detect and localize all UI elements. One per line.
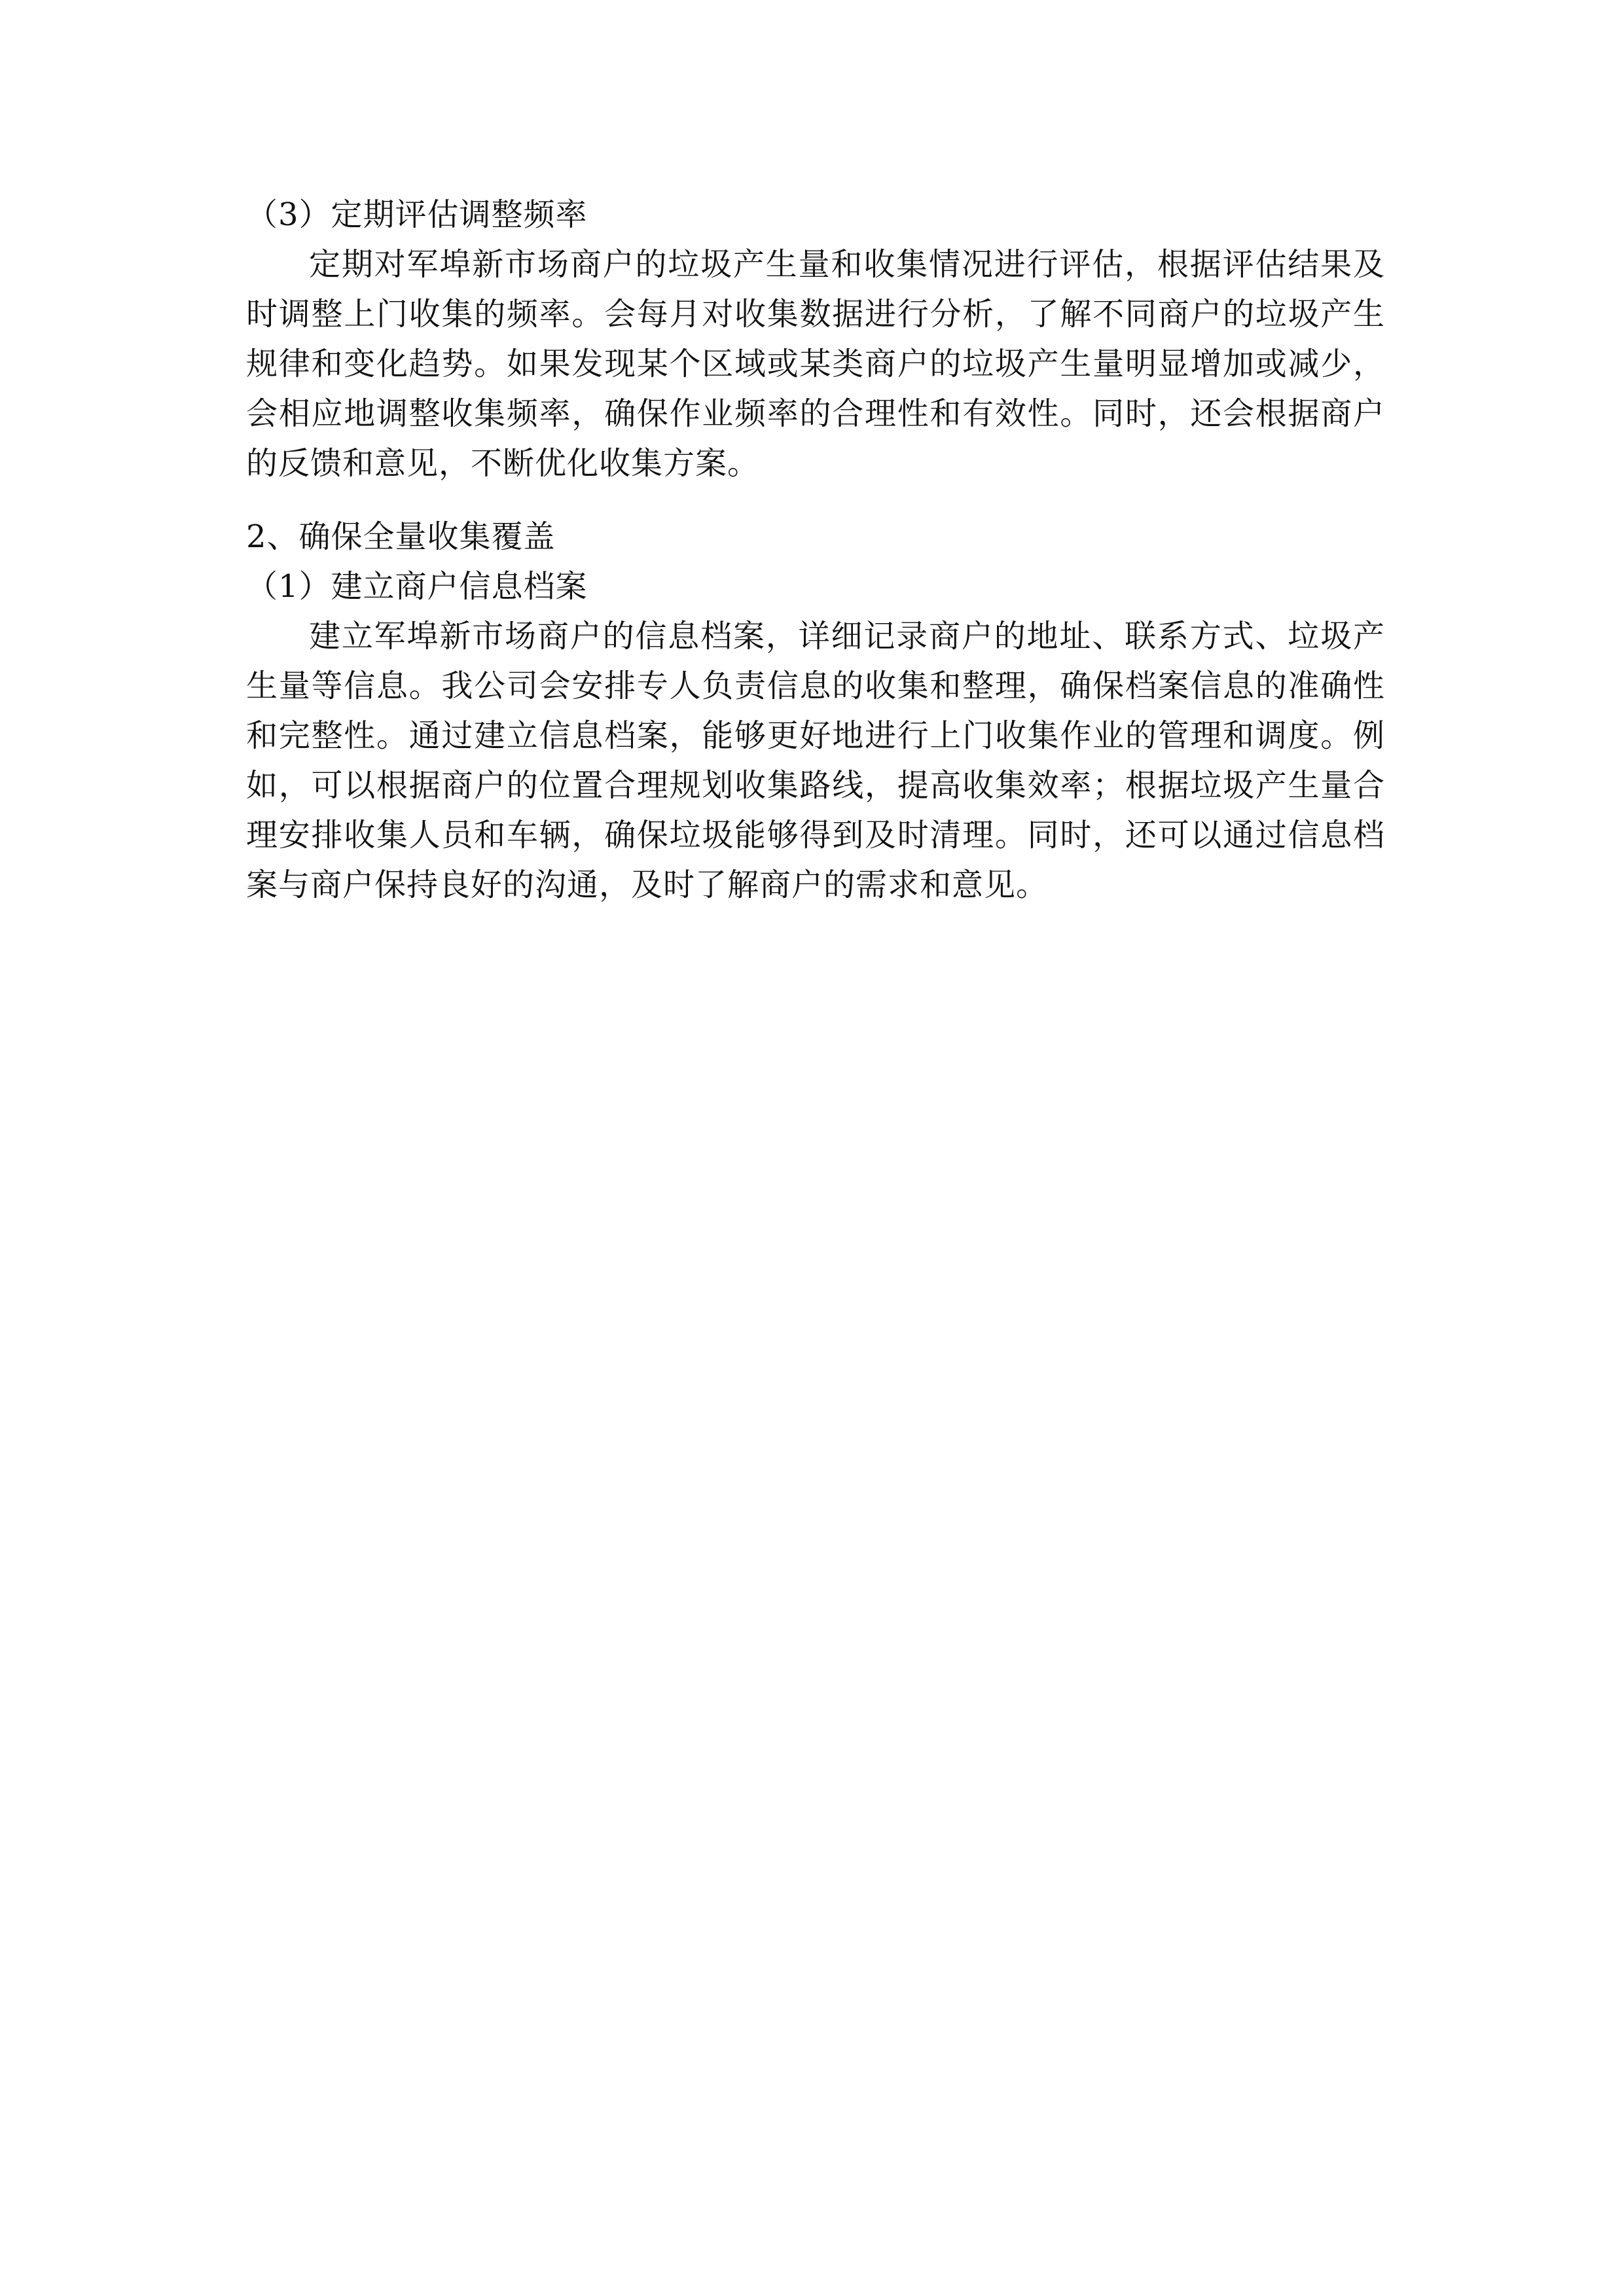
subsection-heading-3: （3）定期评估调整频率 [246, 196, 588, 233]
document-body [246, 190, 1385, 910]
subsection-heading-1: （1）建立商户信息档案 [246, 568, 588, 605]
spacer [246, 488, 1385, 500]
paragraph-evaluation: 定期对军埠新市场商户的垃圾产生量和收集情况进行评估，根据评估结果及时调整上门收集的频率。会每月对收集数据进行分析，了解不同商户的垃圾产生规律和变化趋势。如果发现某个区域或某类商户的垃圾产生量明显增加或减少，会相应地调整收集频率，确保作业频率的合理性和有效性。同时，还会根据商户的反馈和意见，不断优化收集方案。 [246, 246, 1385, 482]
paragraph-merchant-archive: 建立军埠新市场商户的信息档案，详细记录商户的地址、联系方式、垃圾产生量等信息。我公司会安排专人负责信息的收集和整理，确保档案信息的准确性和完整性。通过建立信息档案，能够更好地进行上门收集作业的管理和调度。例如，可以根据商户的位置合理规划收集路线，提高收集效率；根据垃圾产生量合理安排收集人员和车辆，确保垃圾能够得到及时清理。同时，还可以通过信息档案与商户保持良好的沟通，及时了解商户的需求和意见。 [246, 618, 1385, 903]
section-heading-2: 2、确保全量收集覆盖 [246, 518, 556, 555]
